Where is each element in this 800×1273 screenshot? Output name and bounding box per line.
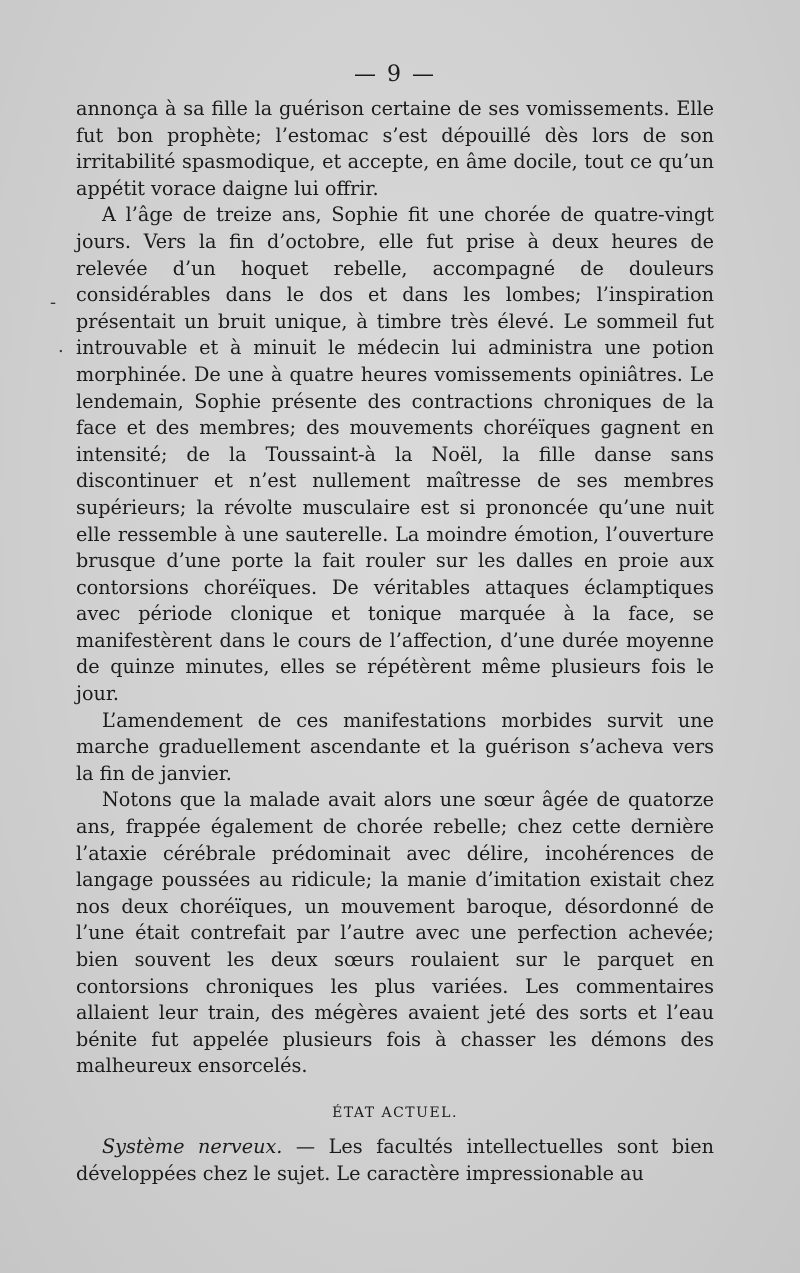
paragraph-1: annonça à sa fille la guérison certaine de ses vomissements. Elle fut bon prophète; l’estomac s’est dépouillé dès lors de son irritabilité spasmodique, et accepte, en âme docile, tout ce qu’un appétit vorace daigne lui offrir. <box>76 97 714 200</box>
paragraph-3: L’amendement de ces manifestations morbides survit une marche graduellement ascendante et la guérison s’acheva vers la fin de janvier. <box>76 708 714 785</box>
paragraph-2: A l’âge de treize ans, Sophie fit une chorée de quatre-vingt jours. Vers la fin d’octobre, elle fut prise à deux heures de relevée d’un hoquet rebelle, accompagné de douleurs considérables dans le dos et dans les lombes; l’inspiration présentait un bruit unique, à timbre très élevé. Le sommeil fut introuvable et à minuit le médecin lui administra une potion morphinée. De une à quatre heures vomissements opiniâtres. Le lendemain, Sophie présente des contractions chroniques de la face et des membres; des mouvements choréïques gagnent en intensité; de la Toussaint-à la Noël, la fille danse sans discontinuer et n’est nullement maîtresse de ses membres supérieurs; la révolte musculaire est si prononcée qu’une nuit elle ressemble à une sauterelle. La moindre émotion, l’ouverture brusque d’une porte la fait rouler sur les dalles en proie aux contorsions choréïques. De véritables attaques éclamptiques avec période clonique et tonique marquée à la face, se manifestèrent dans le cours de l’affection, d’une durée moyenne de quinze minutes, elles se répétèrent même plusieurs fois le jour. <box>76 203 714 706</box>
margin-mark-dot: . <box>58 336 64 357</box>
page-number: — 9 — <box>354 62 436 87</box>
paragraph-5-lead: Système nerveux. <box>102 1134 283 1158</box>
paragraph-5 <box>76 1134 714 1187</box>
paragraph-5-text: — Les facultés intellectuelles sont bien développées chez le sujet. Le caractère impressionable au <box>76 1134 714 1185</box>
margin-mark-dash: - <box>50 292 57 313</box>
paragraph-4: Notons que la malade avait alors une sœur âgée de quatorze ans, frappée également de chorée rebelle; chez cette dernière l’ataxie cérébrale prédominait avec délire, incohérences de langage poussées au ridicule; la manie d’imitation existait chez nos deux choréïques, un mouvement baroque, désordonné de l’une était contrefait par l’autre avec une perfection achevée; bien souvent les deux sœurs roulaient sur le parquet en contorsions chroniques les plus variées. Les commentaires allaient leur train, des mégères avaient jeté des sorts et l’eau bénite fut appelée plusieurs fois à chasser les démons des malheureux ensorcelés. <box>76 788 714 1078</box>
section-title: ÉTAT ACTUEL. <box>332 1104 458 1121</box>
